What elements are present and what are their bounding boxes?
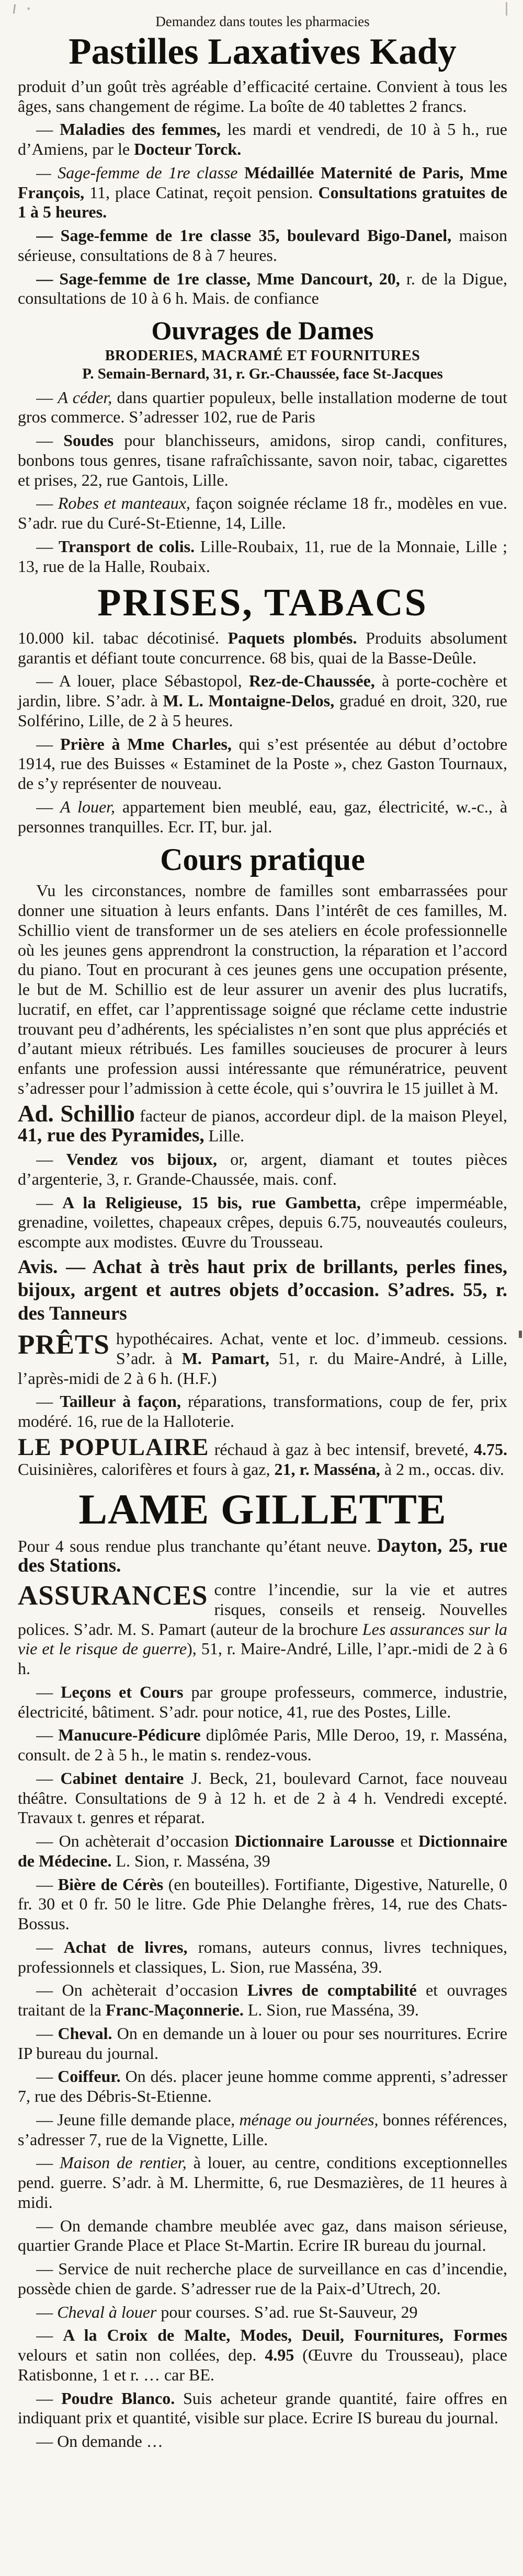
ad-transport-colis-seg-1: Transport de colis.	[58, 536, 195, 556]
ad-dictionnaires-seg-2: et	[394, 1831, 418, 1851]
ad-manucure-pedicure	[18, 1725, 507, 1765]
ad-louer-appartement-seg-0: —	[36, 797, 61, 816]
ad-le-populaire-seg-3: Cuisinières, calorifères et fours à gaz,	[18, 1459, 275, 1479]
scan-artifact	[519, 1331, 522, 1338]
ad-poudre-blanco-seg-0: —	[36, 2388, 62, 2408]
ad-louer-sebastopol	[18, 671, 507, 730]
ad-lecons-et-cours	[18, 1682, 507, 1722]
ad-pastilles-body-seg-0: produit d’un goût très agréable d’efficacité certaine. Convient à tous les âges, sans changement de régime. La boîte de 40 tablettes 2 francs.	[18, 76, 507, 116]
ad-louer-appartement	[18, 797, 507, 837]
ad-assurances-seg-3: ), 51, r. Maire-André, Lille, l’apr.-midi de 2 à 6 h.	[18, 1639, 508, 1678]
headline-lame-gillette	[18, 1485, 507, 1533]
ad-croix-de-malte	[18, 2326, 507, 2385]
ad-soudes	[18, 431, 507, 490]
ad-a-la-religieuse-seg-2: crêpe imperméable, grenadine, voilettes, chapeaux crêpes, depuis 6.75, nouveautés couleurs, escompte aux modistes. Œuvre du Trousseau.	[18, 1193, 507, 1252]
ad-le-populaire-seg-0: LE POPULAIRE	[18, 1433, 209, 1461]
ad-soudes-seg-0: —	[36, 431, 64, 450]
ad-biere-de-ceres-seg-0: —	[36, 1874, 58, 1894]
ad-manucure-pedicure-seg-1: Manucure-Pédicure	[58, 1725, 201, 1745]
headline-pastilles-kady	[18, 33, 507, 72]
ad-croix-de-malte-seg-0: —	[36, 2326, 63, 2345]
ad-tailleur-seg-0: —	[36, 1392, 60, 1411]
ad-transport-colis-seg-0: —	[36, 536, 59, 556]
ad-poudre-blanco-seg-1: Poudre Blanco.	[61, 2388, 175, 2408]
ad-maison-de-rentier-seg-2: à louer, au centre, conditions exceptionnelles pend. guerre. S’adr. à M. Lhermitte, 6, rue Desmazières, de 11 heures à midi.	[18, 2153, 507, 2212]
ad-louer-sebastopol-seg-2: à porte-cochère et jardin, libre. S’adr. à	[18, 671, 508, 711]
ad-maladies-des-femmes-seg-1: Maladies des femmes,	[60, 120, 221, 139]
headline-cours-pratique	[18, 844, 507, 876]
ad-croix-de-malte-seg-2: velours et satin non collées, dep.	[18, 2345, 265, 2365]
ad-robes-manteaux-seg-2: façon soignée réclame 18 fr., modèles en vue. S’adr. rue du Curé-St-Etienne, 14, Lille.	[18, 494, 508, 533]
ad-prets-hypothecaires-seg-1: hypothécaires. Achat, vente et loc. d’immeub. cessions. S’adr. à	[116, 1329, 507, 1368]
ad-poudre-blanco-seg-2: Suis acheteur grande quantité, faire offres en indiquant prix et quantité, visible sur place. Ecrire IS bureau du journal.	[18, 2388, 508, 2428]
ad-cabinet-dentaire-seg-1: Cabinet dentaire	[60, 1768, 184, 1788]
ad-dictionnaires-seg-4: L. Sion, r. Masséna, 39	[111, 1851, 270, 1870]
ad-soudes-seg-1: Soudes	[63, 431, 114, 450]
ad-jeune-fille-seg-2: bonnes références, s’adresser 7, rue de la Vignette, Lille.	[18, 2110, 508, 2149]
ad-assurances	[18, 1580, 507, 1679]
ad-livres-comptabilite-seg-0: — On achèterait d’occasion	[36, 1980, 247, 2000]
ad-avis-achat-brillants	[18, 1256, 507, 1325]
ad-schillio-signature	[18, 1102, 507, 1147]
ad-sage-femme-francois	[18, 163, 507, 222]
ad-sage-femme-dancourt-seg-0: — Sage-femme de 1re classe, Mme Dancourt, 20,	[36, 269, 400, 288]
ad-biere-de-ceres	[18, 1875, 507, 1934]
ad-dictionnaires-seg-0: — On achèterait d’occasion	[36, 1831, 235, 1851]
ad-coiffeur-seg-2: On dés. placer jeune homme comme apprenti, s’adresser 7, rue des Débris-St-Etienne.	[18, 2067, 508, 2106]
ad-tabac-decotinise-seg-0: 10.000 kil. tabac décotinisé.	[18, 628, 228, 647]
ad-coiffeur	[18, 2067, 507, 2106]
ad-cheval-courses-seg-1: Cheval à louer	[57, 2302, 157, 2321]
ad-maison-de-rentier-seg-1: Maison de rentier,	[60, 2153, 187, 2172]
classifieds-column	[18, 14, 507, 2452]
ad-cours-pratique-body-seg-0: Vu les circonstances, nombre de familles sont embarrassées pour donner une situation à leurs enfants. Dans l’intérêt de ces familles, M. Schillio vient de transformer un de ses ateliers en école professionnelle où les jeunes gens apprendront la construction, la réparation et l’accord du piano. Tout en procurant à ces jeunes gens une occupation présente, le but de M. Schillio est de leur assurer un avenir des plus lucratifs, lucratif, en effet, car l’apprentissage soigné que réclame cette industrie trouvant peu d’adhérents, les spécialistes n’en sont que plus appréciés et d’autant mieux rétribués. Les familles soucieuses de procurer à leurs enfants une profession aussi intéressante que rémunératrice, peuvent s’adresser pour l’admission à cette école, qui s’ouvrira le 15 juillet à M.	[18, 881, 507, 1097]
headline-prises-tabacs	[18, 583, 507, 623]
ad-croix-de-malte-seg-3: 4.95	[265, 2345, 294, 2365]
ad-coiffeur-seg-1: Coiffeur.	[58, 2067, 121, 2086]
ad-achat-de-livres-seg-2: romans, auteurs connus, livres techniques, professionnels et classiques, L. Sion, rue Masséna, 39.	[18, 1937, 508, 1976]
ad-a-ceder-seg-1: A céder,	[58, 387, 112, 407]
ad-transport-colis	[18, 537, 507, 577]
ad-manucure-pedicure-seg-2: diplômée Paris, Mlle Deroo, 19, r. Masséna, consult. de 2 à 5 h., le matin s. rendez-vous.	[18, 1725, 508, 1765]
ad-schillio-signature-seg-3: Lille.	[204, 1126, 245, 1146]
ad-chambre-meublee	[18, 2216, 507, 2256]
subhead-broderies	[18, 348, 507, 364]
ad-maison-de-rentier-seg-0: —	[36, 2153, 60, 2172]
headline-ouvrages-de-dames-seg-0: Ouvrages de Dames	[151, 316, 374, 346]
ad-cheval-courses-seg-2: pour courses. S’ad. rue St-Sauveur, 29	[156, 2302, 418, 2321]
ad-priere-mme-charles-seg-0: —	[36, 734, 61, 753]
ad-a-la-religieuse-seg-0: —	[36, 1193, 63, 1212]
ad-sage-femme-francois-seg-1: Médaillée Maternité de Paris, Mme François,	[18, 163, 508, 202]
ad-achat-de-livres-seg-0: —	[36, 1937, 64, 1956]
ad-a-ceder-seg-2: dans quartier populeux, belle installation moderne de tout gros commerce. S’adresser 102, rue de Paris	[18, 387, 508, 427]
ad-achat-de-livres-seg-1: Achat de livres,	[63, 1937, 188, 1956]
ad-sage-femme-francois-seg-3: Consultations gratuites de 1 à 5 heures.	[18, 182, 508, 222]
ad-robes-manteaux	[18, 494, 507, 533]
ad-robes-manteaux-seg-0: —	[36, 494, 58, 513]
ad-biere-de-ceres-seg-2: (en bouteilles). Fortifiante, Digestive, Naturelle, 0 fr. 30 et 0 fr. 50 le litre. Gde Phie Delanghe frères, 14, rue des Chats-Bossus.	[18, 1874, 508, 1933]
ad-coiffeur-seg-0: —	[36, 2067, 58, 2086]
ad-croix-de-malte-seg-1: A la Croix de Malte, Modes, Deuil, Fournitures, Formes	[63, 2326, 507, 2345]
ad-a-ceder-seg-0: —	[36, 387, 58, 407]
ad-vendez-bijoux-seg-0: —	[36, 1150, 66, 1169]
ad-le-populaire-seg-1: réchaud à gaz à bec intensif, breveté,	[209, 1439, 474, 1459]
ad-sage-femme-bigo-danel-seg-1: maison sérieuse, consultations de 8 à 7 heures.	[18, 226, 508, 265]
ad-a-la-religieuse-seg-1: A la Religieuse, 15 bis, rue Gambetta,	[62, 1193, 361, 1212]
ad-manucure-pedicure-seg-0: —	[36, 1725, 59, 1745]
ad-cheval-demande-seg-1: Cheval.	[58, 2023, 112, 2043]
ad-cheval-demande-seg-2: On en demande un à louer ou pour ses nourritures. Ecrire IP bureau du journal.	[18, 2023, 508, 2063]
ad-cabinet-dentaire	[18, 1769, 507, 1828]
ad-a-ceder	[18, 388, 507, 428]
ad-tabac-decotinise-seg-2: Produits absolument garantis et défiant toute concurrence. 68 bis, quai de la Basse-Deûle.	[18, 628, 508, 667]
ad-priere-mme-charles	[18, 735, 507, 794]
headline-pastilles-kady-seg-0: Pastilles Laxatives Kady	[69, 31, 457, 72]
ad-dictionnaires	[18, 1831, 507, 1871]
address-semain-bernard-seg-0: P. Semain-Bernard, 31, r. Gr.-Chaussée, face St-Jacques	[82, 365, 443, 382]
scan-artifact	[13, 4, 16, 14]
ad-livres-comptabilite	[18, 1980, 507, 2020]
ad-louer-sebastopol-seg-4: gradué en droit, 320, rue Solférino, Lille, de 2 à 5 heures.	[18, 691, 508, 730]
ad-livres-comptabilite-seg-4: L. Sion, rue Masséna, 39.	[243, 2000, 419, 2020]
ad-tailleur-seg-2: réparations, transformations, coup de fer, prix modéré. 16, rue de la Halloterie.	[18, 1392, 507, 1431]
ad-le-populaire-seg-5: à 2 m., occas. div.	[380, 1459, 504, 1479]
ad-sage-femme-francois-seg-0: — Sage-femme de 1re classe	[36, 163, 245, 182]
ad-louer-appartement-seg-1: A louer,	[60, 797, 116, 816]
ad-lecons-et-cours-seg-2: par groupe professeurs, commerce, industrie, électricité, bâtiment. S’adr. pour notice, 41, rue des Postes, Lille.	[18, 1682, 508, 1721]
ad-poudre-blanco	[18, 2389, 507, 2429]
ad-louer-sebastopol-seg-1: Rez-de-Chaussée,	[248, 671, 375, 691]
scan-artifact	[27, 7, 30, 10]
ad-priere-mme-charles-seg-1: Prière à Mme Charles,	[60, 734, 232, 753]
ad-chambre-meublee-seg-0: — On demande chambre meublée avec gaz, dans maison sérieuse, quartier Grande Place et Place St-Martin. Ecrire IR bureau du journal.	[18, 2216, 507, 2255]
ad-vendez-bijoux-seg-2: or, argent, diamant et toutes pièces d’argenterie, 3, r. Grande-Chaussée, mais. conf.	[18, 1150, 507, 1188]
ad-robes-manteaux-seg-1: Robes et manteaux,	[58, 494, 190, 513]
scan-artifact	[506, 2, 507, 16]
ad-prets-hypothecaires-seg-2: M. Pamart,	[181, 1348, 270, 1368]
ad-jeune-fille	[18, 2110, 507, 2150]
ad-livres-comptabilite-seg-2: et ouvrages traitant de la	[18, 1980, 508, 2020]
ad-assurances-seg-1: contre l’incendie, sur la vie et autres risques, conseils et renseig. Nouvelles polices. S’adr. M. S. Pamart (auteur de la brochure	[18, 1580, 507, 1639]
ad-maison-de-rentier	[18, 2153, 507, 2212]
ad-partial-last-line	[18, 2432, 507, 2452]
ad-maladies-des-femmes-seg-2: les mardi et vendredi, de 10 à 5 h., rue d’Amiens, par le	[18, 120, 507, 159]
ad-transport-colis-seg-2: Lille-Roubaix, 11, rue de la Monnaie, Lille ; 13, rue de la Halle, Roubaix.	[18, 536, 508, 576]
ad-biere-de-ceres-seg-1: Bière de Cérès	[58, 1874, 164, 1894]
ad-croix-de-malte-seg-4: (Œuvre du Trousseau), place Ratisbonne, 1 et r. … car BE.	[18, 2345, 508, 2384]
ad-cheval-demande	[18, 2024, 507, 2064]
ad-tabac-decotinise	[18, 628, 507, 668]
ad-schillio-signature-seg-0: Ad. Schillio	[18, 1100, 135, 1127]
headline-lame-gillette-seg-0: LAME GILLETTE	[78, 1485, 447, 1533]
ad-tailleur	[18, 1392, 507, 1432]
ad-gillette-body-seg-0: Pour 4 sous rendue plus tranchante qu’étant neuve.	[18, 1536, 377, 1555]
ad-jeune-fille-seg-1: ménage ou journées,	[239, 2110, 379, 2129]
ad-cheval-courses-seg-0: —	[36, 2302, 58, 2321]
ad-livres-comptabilite-seg-3: Franc-Maçonnerie.	[105, 2000, 244, 2020]
ad-maladies-des-femmes-seg-0: —	[36, 120, 60, 139]
ad-cours-pratique-body	[18, 881, 507, 1098]
ad-lecons-et-cours-seg-0: —	[36, 1682, 61, 1701]
ad-priere-mme-charles-seg-2: qui s’est présentée au début d’octobre 1914, rue des Buisses « Estaminet de la Poste », chez Gaston Tournaux, de s’y représenter de nouveau.	[18, 734, 508, 793]
headline-cours-pratique-seg-0: Cours pratique	[160, 842, 365, 877]
pharmacy-tagline-seg-0: Demandez dans toutes les pharmacies	[155, 14, 370, 29]
ad-sage-femme-dancourt-seg-1: r. de la Digue, consultations de 10 à 6 h. Mais. de confiance	[18, 269, 508, 308]
ad-assurances-seg-2: Les assurances sur la vie et le risque de guerre	[18, 1619, 508, 1658]
ad-a-la-religieuse	[18, 1193, 507, 1252]
ad-maladies-des-femmes-seg-3: Docteur Torck.	[134, 140, 242, 159]
ad-louer-sebastopol-seg-3: M. L. Montaigne-Delos,	[163, 691, 335, 711]
ad-dictionnaires-seg-3: Dictionnaire de Médecine.	[18, 1831, 508, 1870]
ad-achat-de-livres	[18, 1938, 507, 1977]
ad-pastilles-body	[18, 77, 507, 117]
headline-prises-tabacs-seg-0: PRISES, TABACS	[97, 581, 428, 625]
ad-gillette-body	[18, 1536, 507, 1577]
subhead-broderies-seg-0: BRODERIES, MACRAMÉ ET FOURNITURES	[105, 347, 420, 364]
ad-livres-comptabilite-seg-1: Livres de comptabilité	[247, 1980, 417, 2000]
headline-ouvrages-de-dames	[18, 317, 507, 345]
ad-sage-femme-bigo-danel	[18, 226, 507, 266]
ad-sage-femme-bigo-danel-seg-0: — Sage-femme de 1re classe 35, boulevard Bigo-Danel,	[36, 226, 452, 245]
ad-gillette-body-seg-1: Dayton, 25, rue des Stations.	[18, 1535, 508, 1577]
ad-service-de-nuit-seg-0: — Service de nuit recherche place de surveillance en cas d’incendie, possède chien de garde. S’adresser rue de la Paix-d’Utrech, 20.	[18, 2259, 507, 2298]
pharmacy-tagline	[18, 14, 507, 30]
ad-le-populaire-seg-2: 4.75.	[474, 1439, 507, 1459]
ad-jeune-fille-seg-0: — Jeune fille demande place,	[36, 2110, 240, 2129]
ad-louer-sebastopol-seg-0: — A louer, place Sébastopol,	[36, 671, 249, 691]
ad-prets-hypothecaires	[18, 1329, 507, 1388]
ad-assurances-seg-0: ASSURANCES	[18, 1581, 208, 1611]
ad-prets-hypothecaires-seg-3: 51, r. du Maire-André, à Lille, l’après-midi de 2 à 6 h. (H.F.)	[18, 1348, 508, 1388]
address-semain-bernard	[18, 365, 507, 383]
ad-avis-achat-brillants-seg-0: Avis. — Achat à très haut prix de brillants, perles fines, bijoux, argent et autres objets d’occasion. S’adres. 55, r. des Tanneurs	[18, 1256, 507, 1324]
ad-cabinet-dentaire-seg-2: J. Beck, 21, boulevard Carnot, face nouveau théâtre. Consultations de 9 à 12 h. et de 2 à 4 h. Vendredi excepté. Travaux t. genres et réparat.	[18, 1768, 508, 1827]
ad-cheval-courses	[18, 2303, 507, 2322]
ad-lecons-et-cours-seg-1: Leçons et Cours	[61, 1682, 184, 1701]
ad-vendez-bijoux-seg-1: Vendez vos bijoux,	[66, 1150, 217, 1169]
ad-sage-femme-dancourt	[18, 269, 507, 309]
ad-sage-femme-francois-seg-2: 11, place Catinat, reçoit pension.	[84, 182, 319, 202]
ad-schillio-signature-seg-1: facteur de pianos, accordeur dipl. de la maison Pleyel,	[134, 1106, 508, 1125]
ad-tailleur-seg-1: Tailleur à façon,	[60, 1392, 181, 1411]
ad-cabinet-dentaire-seg-0: —	[36, 1768, 61, 1788]
ad-prets-hypothecaires-seg-0: PRÊTS	[18, 1330, 110, 1360]
ad-cheval-demande-seg-0: —	[36, 2023, 58, 2043]
ad-maladies-des-femmes	[18, 120, 507, 159]
ad-tabac-decotinise-seg-1: Paquets plombés.	[228, 628, 357, 647]
ad-schillio-signature-seg-2: 41, rue des Pyramides,	[18, 1125, 204, 1147]
ad-le-populaire-seg-4: 21, r. Masséna,	[274, 1459, 380, 1479]
ad-vendez-bijoux	[18, 1150, 507, 1189]
ad-dictionnaires-seg-1: Dictionnaire Larousse	[234, 1831, 395, 1851]
ad-louer-appartement-seg-2: appartement bien meublé, eau, gaz, électricité, w.-c., à personnes tranquilles. Ecr. IT, bur. jal.	[18, 797, 508, 836]
ad-soudes-seg-2: pour blanchisseurs, amidons, sirop candi, confitures, bonbons tous genres, tisane rafraîchissante, savon noir, tabac, cigarettes et prises, 22, rue Gantois, Lille.	[18, 431, 508, 489]
ad-service-de-nuit	[18, 2259, 507, 2299]
ad-le-populaire	[18, 1435, 507, 1480]
ad-partial-last-line-seg-0: — On demande …	[36, 2432, 163, 2451]
